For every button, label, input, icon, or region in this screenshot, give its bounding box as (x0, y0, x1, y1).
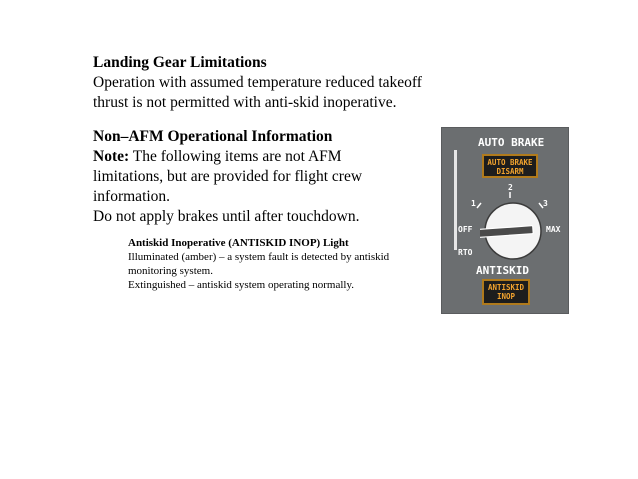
autobrake-panel (441, 127, 569, 314)
antiskid-line1: Illuminated (amber) – a system fault is detected by antiskid (128, 251, 390, 263)
antiskid-light-description (128, 236, 438, 292)
autobrake-title: AUTO BRAKE (478, 136, 545, 149)
note-line1-text: The following items are not AFM (129, 148, 342, 165)
position-2-label: 2 (508, 183, 513, 192)
limitations-text (93, 53, 438, 227)
disarm-light-line1: AUTO BRAKE (487, 158, 533, 167)
afm-info-heading: Non–AFM Operational Information (93, 128, 333, 145)
position-max-label: MAX (546, 225, 561, 234)
position-tick-marks (464, 188, 556, 212)
disarm-light-line2: DISARM (496, 167, 524, 176)
autobrake-disarm-light[interactable] (482, 154, 538, 178)
antiskid-line3: Extinguished – antiskid system operating normally. (128, 279, 354, 291)
position-1-label: 1 (471, 199, 476, 208)
antiskid-title: ANTISKID (476, 264, 529, 277)
position-3-label: 3 (543, 199, 548, 208)
landing-gear-heading: Landing Gear Limitations (93, 54, 267, 71)
position-rto-label: RTO (458, 248, 473, 257)
note-line4: Do not apply brakes until after touchdown. (93, 208, 360, 225)
antiskid-inop-light[interactable] (482, 279, 530, 305)
note-line1 (93, 147, 438, 167)
panel-indicator-bar (454, 150, 457, 250)
antiskid-line2: monitoring system. (128, 265, 213, 277)
antiskid-light-heading: Antiskid Inoperative (ANTISKID INOP) Light (128, 237, 349, 249)
inop-light-line2: INOP (496, 292, 516, 301)
inop-light-line1: ANTISKID (487, 283, 525, 292)
note-label: Note: (93, 148, 130, 165)
note-line3: information. (93, 188, 171, 205)
note-line2: limitations, but are provided for flight crew (93, 168, 363, 185)
para1-line1: Operation with assumed temperature reduced takeoff (93, 74, 422, 91)
para1-line2: thrust is not permitted with anti-skid inoperative. (93, 94, 397, 111)
position-off-label: OFF (458, 225, 473, 234)
